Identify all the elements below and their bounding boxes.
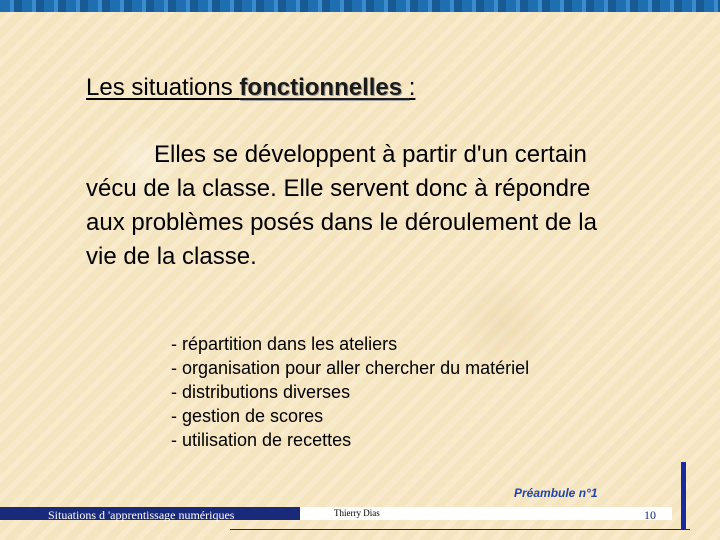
top-decorative-border bbox=[0, 0, 720, 12]
list-item: - répartition dans les ateliers bbox=[171, 334, 398, 354]
footer-title: Situations d 'apprentissage numériques bbox=[48, 508, 235, 522]
list-item: - gestion de scores bbox=[171, 406, 324, 426]
slide-heading bbox=[86, 74, 415, 102]
footer-author: Thierry Dias bbox=[334, 508, 380, 518]
heading-suffix: : bbox=[408, 74, 416, 101]
body-paragraph: Elles se développent à partir d'un certain vécu de la classe. Elle servent donc à répondre aux problèmes posés dans le déroulement de la vie de la classe. bbox=[86, 141, 597, 270]
preamble-label: Préambule n°1 bbox=[514, 486, 598, 500]
page-number: 10 bbox=[644, 508, 656, 522]
vertical-accent-bar bbox=[681, 462, 686, 530]
heading-prefix: Les situations bbox=[86, 74, 240, 101]
footer-underline bbox=[230, 529, 690, 530]
list-item: - utilisation de recettes bbox=[171, 430, 352, 450]
heading-emphasis: fonctionnelles bbox=[239, 74, 409, 101]
list-item: - organisation pour aller chercher du matériel bbox=[171, 358, 530, 378]
list-item: - distributions diverses bbox=[171, 382, 351, 402]
example-list bbox=[171, 332, 529, 452]
